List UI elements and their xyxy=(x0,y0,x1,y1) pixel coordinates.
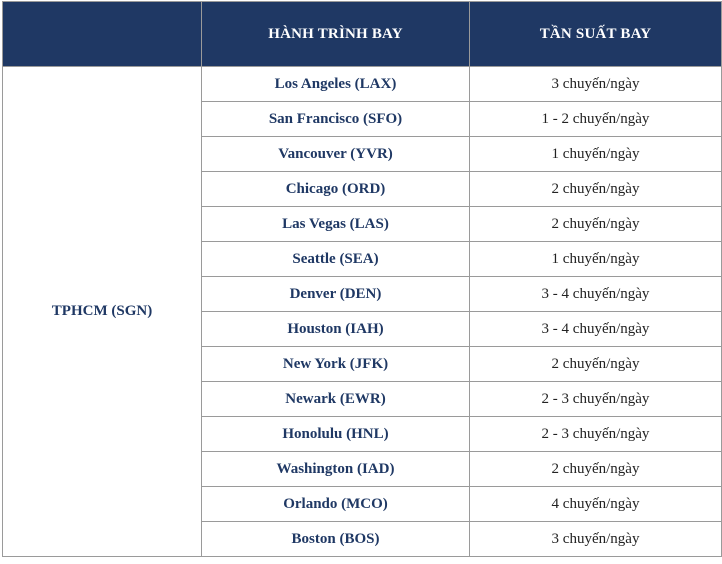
frequency-cell: 1 chuyến/ngày xyxy=(470,137,722,172)
frequency-cell: 3 - 4 chuyến/ngày xyxy=(470,312,722,347)
frequency-cell: 2 chuyến/ngày xyxy=(470,172,722,207)
frequency-cell: 2 - 3 chuyến/ngày xyxy=(470,382,722,417)
route-cell: Denver (DEN) xyxy=(202,277,470,312)
route-cell: New York (JFK) xyxy=(202,347,470,382)
header-origin-cell xyxy=(3,2,202,67)
frequency-cell: 3 chuyến/ngày xyxy=(470,522,722,557)
header-route: HÀNH TRÌNH BAY xyxy=(202,2,470,67)
frequency-cell: 2 - 3 chuyến/ngày xyxy=(470,417,722,452)
frequency-cell: 4 chuyến/ngày xyxy=(470,487,722,522)
frequency-cell: 3 chuyến/ngày xyxy=(470,67,722,102)
frequency-cell: 1 chuyến/ngày xyxy=(470,242,722,277)
table-header-row xyxy=(3,2,722,67)
frequency-cell: 3 - 4 chuyến/ngày xyxy=(470,277,722,312)
frequency-cell: 2 chuyến/ngày xyxy=(470,207,722,242)
route-cell: San Francisco (SFO) xyxy=(202,102,470,137)
route-cell: Honolulu (HNL) xyxy=(202,417,470,452)
route-cell: Washington (IAD) xyxy=(202,452,470,487)
route-cell: Las Vegas (LAS) xyxy=(202,207,470,242)
route-cell: Newark (EWR) xyxy=(202,382,470,417)
frequency-cell: 2 chuyến/ngày xyxy=(470,347,722,382)
frequency-cell: 1 - 2 chuyến/ngày xyxy=(470,102,722,137)
route-cell: Orlando (MCO) xyxy=(202,487,470,522)
origin-cell: TPHCM (SGN) xyxy=(3,67,202,557)
header-frequency: TẦN SUẤT BAY xyxy=(470,2,722,67)
route-cell: Seattle (SEA) xyxy=(202,242,470,277)
table-row xyxy=(3,67,722,102)
table-body xyxy=(3,67,722,557)
route-cell: Chicago (ORD) xyxy=(202,172,470,207)
flight-schedule-table xyxy=(2,1,722,557)
route-cell: Houston (IAH) xyxy=(202,312,470,347)
route-cell: Boston (BOS) xyxy=(202,522,470,557)
route-cell: Vancouver (YVR) xyxy=(202,137,470,172)
route-cell: Los Angeles (LAX) xyxy=(202,67,470,102)
frequency-cell: 2 chuyến/ngày xyxy=(470,452,722,487)
